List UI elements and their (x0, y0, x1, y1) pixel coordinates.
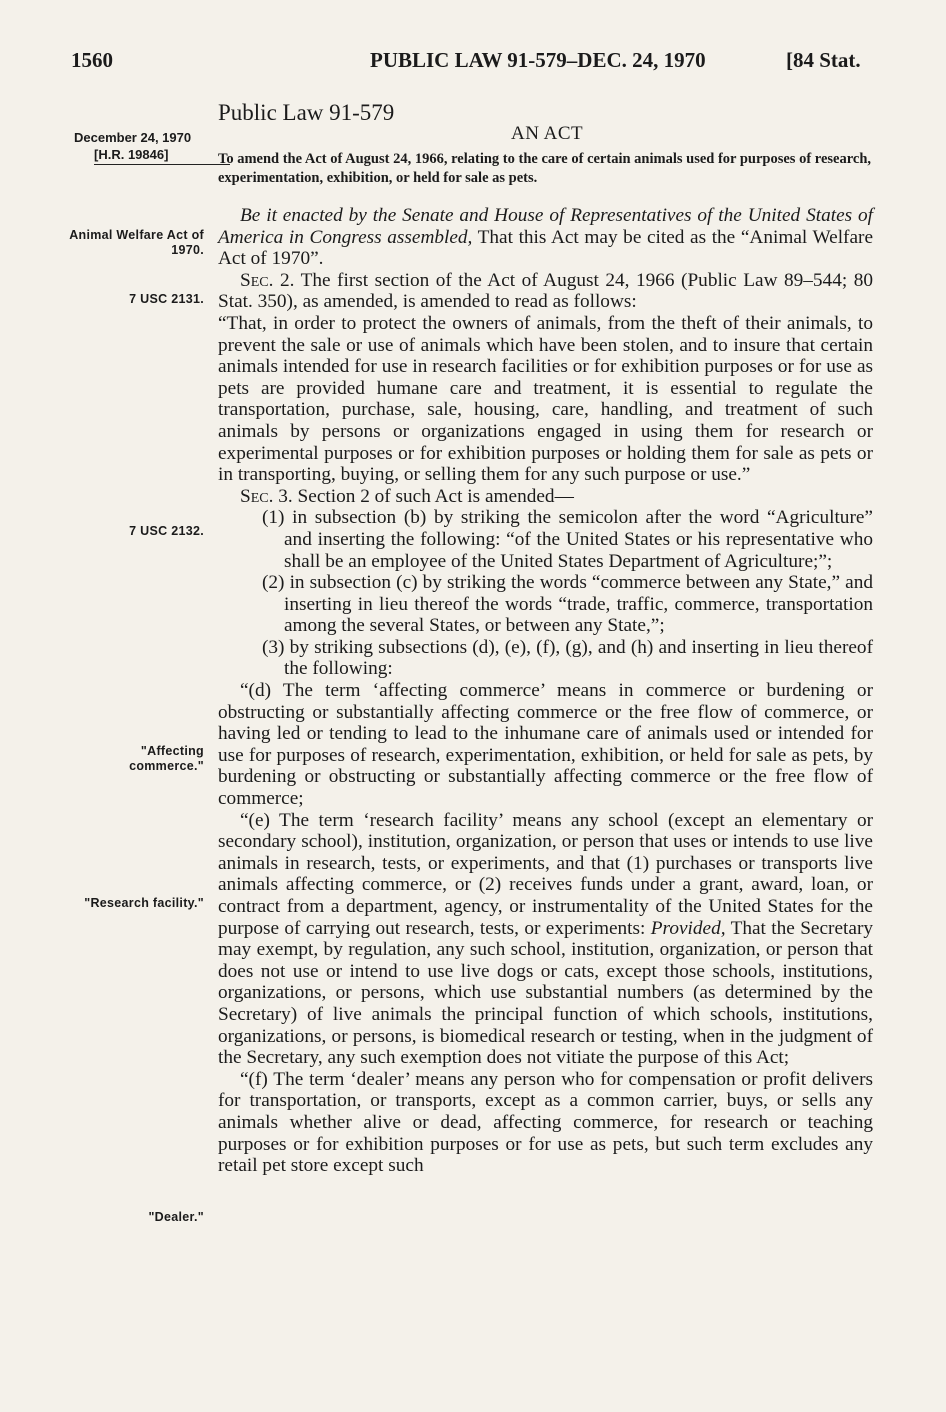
section-3 (218, 486, 873, 508)
definition-e (218, 810, 873, 1069)
provided-clause: Provided, (650, 917, 726, 939)
amendment-item-3: (3) by striking subsections (d), (e), (f), (g), and (h) and inserting in lieu thereof the following: (262, 636, 873, 680)
public-law-number: Public Law 91-579 (218, 100, 395, 125)
section-3-text: Section 2 of such Act is amended— (292, 485, 574, 507)
an-act-heading: AN ACT (511, 123, 584, 144)
margin-note-usc-2132: 7 USC 2132. (129, 524, 204, 538)
definition-f: “(f) The term ‘dealer’ means any person who for compensation or profit delivers for transportation, or transports, except as a common carrier, buys, or sells any animals whether alive or dead, affecting commerce, for research or teaching purposes or for exhibition purposes or for use as pets, but such term excludes any retail pet store except such (218, 1068, 873, 1177)
section-2 (218, 270, 873, 313)
margin-note-research-facility: "Research facility." (84, 896, 204, 910)
body-text (218, 205, 873, 1177)
amendment-item-1: (1) in subsection (b) by striking the semicolon after the word “Agriculture” and inserting the following: “of the United States or his representative who shall be an employee of the United States Department of Agriculture;”; (262, 507, 873, 572)
amendment-item-2: (2) in subsection (c) by striking the words “commerce between any State,” and inserting in lieu thereof the words “trade, traffic, commerce, transportation among the several States, or between any State,”; (262, 572, 873, 637)
section-3-label: Sec. 3. (240, 485, 293, 507)
margin-note-affecting-commerce: "Affecting commerce." (129, 744, 204, 773)
enacting-paragraph (218, 205, 873, 270)
act-purpose: To amend the Act of August 24, 1966, relating to the care of certain animals used for purposes of research, experimentation, exhibition, or held for sale as pets. (218, 151, 872, 186)
bill-number: [H.R. 19846] (94, 146, 230, 165)
section-2-label: Sec. 2. (240, 269, 295, 291)
definition-e-part-1: “(e) The term ‘research facility’ means any school (except an elementary or secondary school), institution, organization, or person that uses or intends to use live animals in research, tests, or experiments, and that (1) purchases or transports live animals affecting commerce, or (2) receives funds under a grant, award, loan, or contract from a department, agency, or instrumentality of the United States for the purpose of carrying out research, tests, or experiments: (218, 809, 873, 939)
running-header-title: PUBLIC LAW 91-579–DEC. 24, 1970 (370, 48, 706, 72)
enacting-clause: Be it enacted by the Senate and House of Representatives of the United States of America in Congress assembled, (218, 205, 873, 248)
margin-note-dealer: "Dealer." (148, 1210, 204, 1224)
section-2-text: The first section of the Act of August 24, 1966 (Public Law 89–544; 80 Stat. 350), as amended, is amended to read as follows: (218, 269, 873, 313)
margin-note-short-title: Animal Welfare Act of 1970. (69, 228, 204, 257)
page-number: 1560 (71, 48, 113, 72)
enactment-info (74, 129, 230, 165)
short-title-text: That this Act may be cited as the “Animal Welfare Act of 1970”. (218, 226, 874, 270)
section-2-quote: “That, in order to protect the owners of animals, from the theft of their animals, to prevent the sale or use of animals which have been stolen, and to insure that certain animals intended for use in research facilities or for exhibition purposes or for use as pets are provided humane care and treatment, it is essential to regulate the transportation, purchase, sale, housing, care, handling, and treatment of such animals by persons or organizations engaged in using them for research or experimental purposes or for exhibition purposes or holding them for sale as pets or in transporting, buying, or selling them for any such purpose or use.” (218, 312, 873, 486)
enactment-date: December 24, 1970 (74, 130, 192, 145)
definition-e-part-2: That the Secretary may exempt, by regulation, any such school, institution, organization, or person that does not use or intend to use live dogs or cats, except those schools, institutions, organizations, or persons, which use substantial numbers (as determined by the Secretary) of live animals the principal function of which schools, institutions, organizations, or persons, is biomedical research or testing, when in the judgment of the Secretary, any such exemption does not vitiate the purpose of this Act; (218, 917, 874, 1069)
definition-d: “(d) The term ‘affecting commerce’ means in commerce or burdening or obstructing or substantially affecting commerce or the free flow of commerce, or having led or tending to lead to the inhumane care of animals used or intended for use for purposes of research, experimentation, exhibition, or held for sale as pets, by burdening or obstructing or substantially affecting commerce or the free flow of commerce; (218, 680, 873, 810)
statute-volume: [84 Stat. (786, 48, 861, 72)
margin-note-usc-2131: 7 USC 2131. (129, 292, 204, 306)
